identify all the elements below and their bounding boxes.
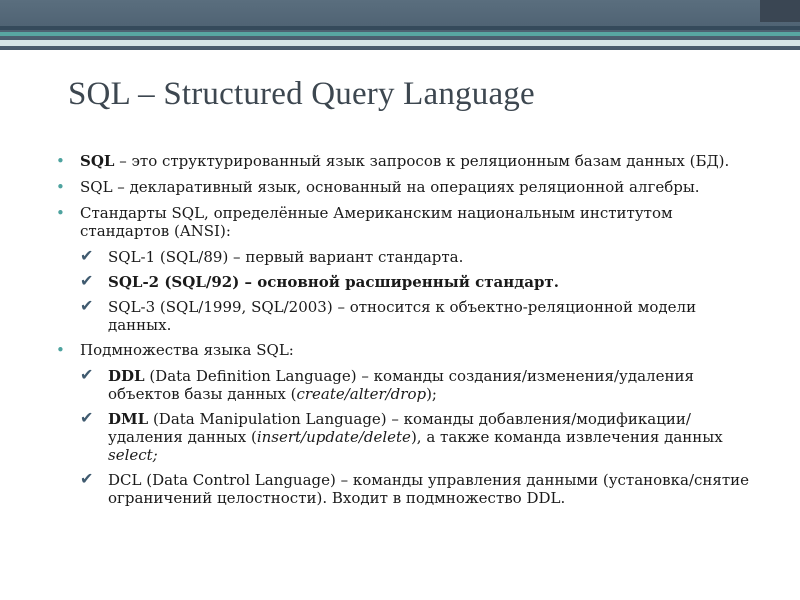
standard-text: SQL-3 (SQL/1999, SQL/2003) – относится к объектно-реляционной модели данных.	[108, 298, 697, 334]
subset-commands: insert/update/delete	[256, 428, 411, 446]
subset-select: select;	[108, 446, 158, 464]
standard-text	[108, 273, 756, 291]
standard-text: SQL-1 (SQL/89) – первый вариант стандарта.	[108, 248, 464, 266]
item-text: SQL – декларативный язык, основанный на операциях реляционной алгебры.	[80, 178, 700, 196]
bullet-dot-icon: •	[56, 178, 65, 196]
standard-item	[80, 298, 756, 334]
subset-tail: );	[426, 385, 437, 403]
header-accent	[760, 0, 800, 22]
checkmark-icon: ✔	[80, 365, 94, 384]
subset-item	[80, 471, 756, 507]
standard-item	[80, 248, 756, 266]
bullet-dot-icon: •	[56, 341, 65, 359]
subset-item	[80, 367, 756, 403]
standard-bold: SQL-2 (SQL/92) – основной расширенный стандарт.	[108, 273, 559, 291]
checkmark-icon: ✔	[80, 408, 94, 427]
subset-bold: DML	[108, 410, 149, 428]
bullet-dot-icon: •	[56, 204, 65, 222]
checkmark-icon: ✔	[80, 469, 94, 488]
subset-text	[108, 410, 756, 464]
slide-title: SQL – Structured Query Language	[68, 76, 535, 112]
bullet-dot-icon: •	[56, 152, 65, 170]
subset-desc: (Data Definition Language) – команды создания/изменения/удаления объектов базы данных (	[108, 367, 694, 403]
list-item	[56, 204, 756, 240]
standard-item	[80, 273, 756, 291]
checkmark-icon: ✔	[80, 271, 94, 290]
subset-item	[80, 410, 756, 464]
header-stripe-light	[0, 40, 800, 46]
list-item	[56, 178, 756, 196]
item-bold: SQL	[80, 152, 115, 170]
list-item	[56, 152, 756, 170]
subset-desc: (Data Manipulation Language) – команды добавления/модификации/удаления данных (	[108, 410, 691, 446]
item-rest: – это структурированный язык запросов к реляционным базам данных (БД).	[114, 152, 730, 170]
item-text: Стандарты SQL, определённые Американским национальным институтом стандартов (ANSI):	[80, 204, 673, 240]
subset-tail: ), а также команда извлечения данных	[410, 428, 723, 446]
subset-bold: DDL	[108, 367, 145, 385]
header-stripe-teal	[0, 32, 800, 36]
subset-text: DCL (Data Control Language) – команды управления данными (установка/снятие ограничений целостности). Входит в подмножество DDL.	[108, 471, 750, 507]
item-text: Подмножества языка SQL:	[80, 341, 294, 359]
subset-commands: create/alter/drop	[296, 385, 427, 403]
slide-content	[56, 152, 756, 514]
header-stripe-dark	[0, 26, 800, 30]
checkmark-icon: ✔	[80, 246, 94, 265]
subset-text	[108, 367, 756, 403]
checkmark-icon: ✔	[80, 296, 94, 315]
list-item	[56, 341, 756, 359]
item-text	[80, 152, 756, 170]
